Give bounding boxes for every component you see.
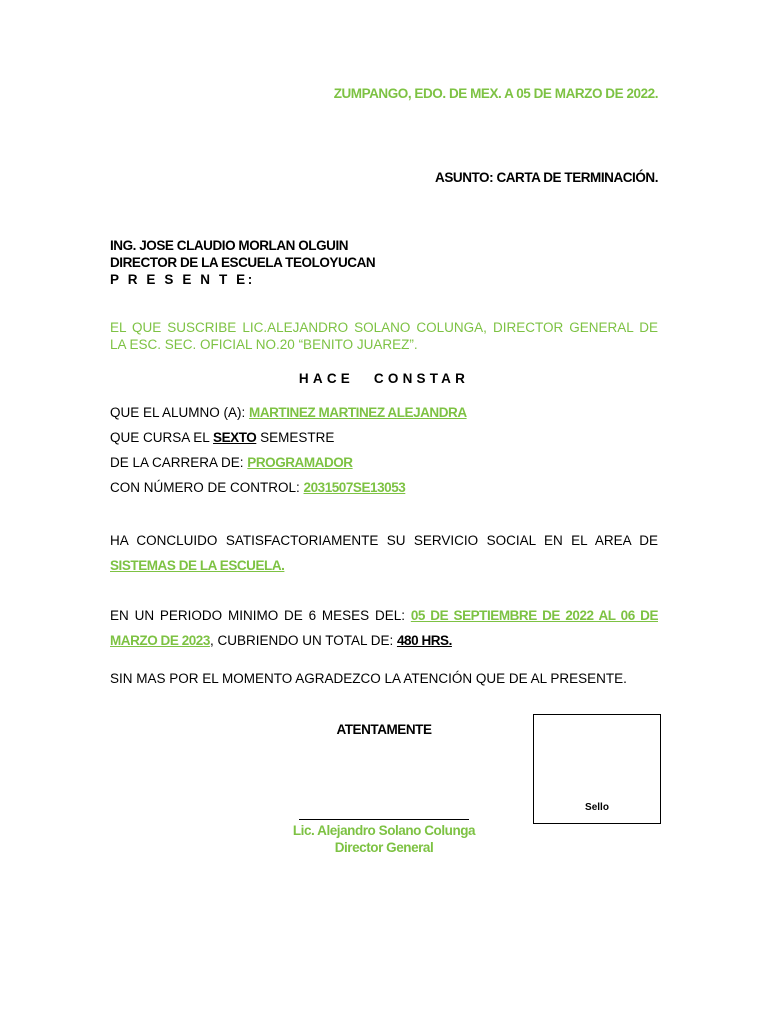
student-details bbox=[110, 403, 467, 503]
period-dates: 05 DE SEPTIEMBRE DE 2022 AL 06 DE MARZO DE 2023 bbox=[110, 608, 658, 648]
career-row bbox=[110, 453, 467, 478]
concluded-text: HA CONCLUIDO SATISFACTORIAMENTE SU SERVICIO SOCIAL EN EL AREA DE bbox=[110, 533, 658, 548]
student-name: MARTINEZ MARTINEZ ALEJANDRA bbox=[249, 405, 467, 420]
stamp-label: Sello bbox=[585, 802, 609, 813]
concluded-paragraph bbox=[110, 528, 658, 578]
control-number-row bbox=[110, 478, 467, 503]
student-label: QUE EL ALUMNO (A): bbox=[110, 405, 250, 420]
control-number-value: 2031507SE13053 bbox=[303, 480, 406, 495]
recipient-presente: P R E S E N T E: bbox=[110, 272, 255, 287]
signer-block bbox=[284, 822, 484, 856]
period-paragraph bbox=[110, 603, 658, 653]
regards-heading: ATENTAMENTE bbox=[336, 722, 432, 737]
closing-line: SIN MAS POR EL MOMENTO AGRADEZCO LA ATENCIÓN QUE DE AL PRESENTE. bbox=[110, 671, 627, 686]
service-area: SISTEMAS DE LA ESCUELA. bbox=[110, 558, 285, 573]
control-number-label: CON NÚMERO DE CONTROL: bbox=[110, 480, 304, 495]
recipient-block bbox=[110, 237, 375, 288]
semester-suffix: SEMESTRE bbox=[256, 430, 335, 445]
signature-line bbox=[299, 819, 469, 820]
signer-name: Lic. Alejandro Solano Colunga bbox=[292, 823, 476, 838]
subject-line: ASUNTO: CARTA DE TERMINACIÓN. bbox=[435, 170, 658, 185]
career-value: PROGRAMADOR bbox=[247, 455, 353, 470]
stamp-box bbox=[533, 714, 661, 824]
semester-row bbox=[110, 428, 467, 453]
signer-title: Director General bbox=[334, 840, 434, 855]
recipient-position: DIRECTOR DE LA ESCUELA TEOLOYUCAN bbox=[110, 255, 376, 270]
place-date: ZUMPANGO, EDO. DE MEX. A 05 DE MARZO DE 2022. bbox=[333, 86, 658, 101]
period-middle: , CUBRIENDO UN TOTAL DE: bbox=[209, 633, 397, 648]
student-row bbox=[110, 403, 467, 428]
career-label: DE LA CARRERA DE: bbox=[110, 455, 248, 470]
semester-value: SEXTO bbox=[213, 430, 257, 445]
intro-paragraph: EL QUE SUSCRIBE LIC.ALEJANDRO SOLANO COLUNGA, DIRECTOR GENERAL DE LA ESC. SEC. OFICIAL NO.20 “BENITO JUAREZ”. bbox=[110, 320, 658, 352]
period-prefix: EN UN PERIODO MINIMO DE 6 MESES DEL: bbox=[110, 608, 411, 623]
certifies-heading: HACE CONSTAR bbox=[298, 371, 470, 386]
semester-prefix: QUE CURSA EL bbox=[110, 430, 214, 445]
recipient-name: ING. JOSE CLAUDIO MORLAN OLGUIN bbox=[110, 238, 349, 253]
total-hours: 480 HRS. bbox=[396, 633, 452, 648]
